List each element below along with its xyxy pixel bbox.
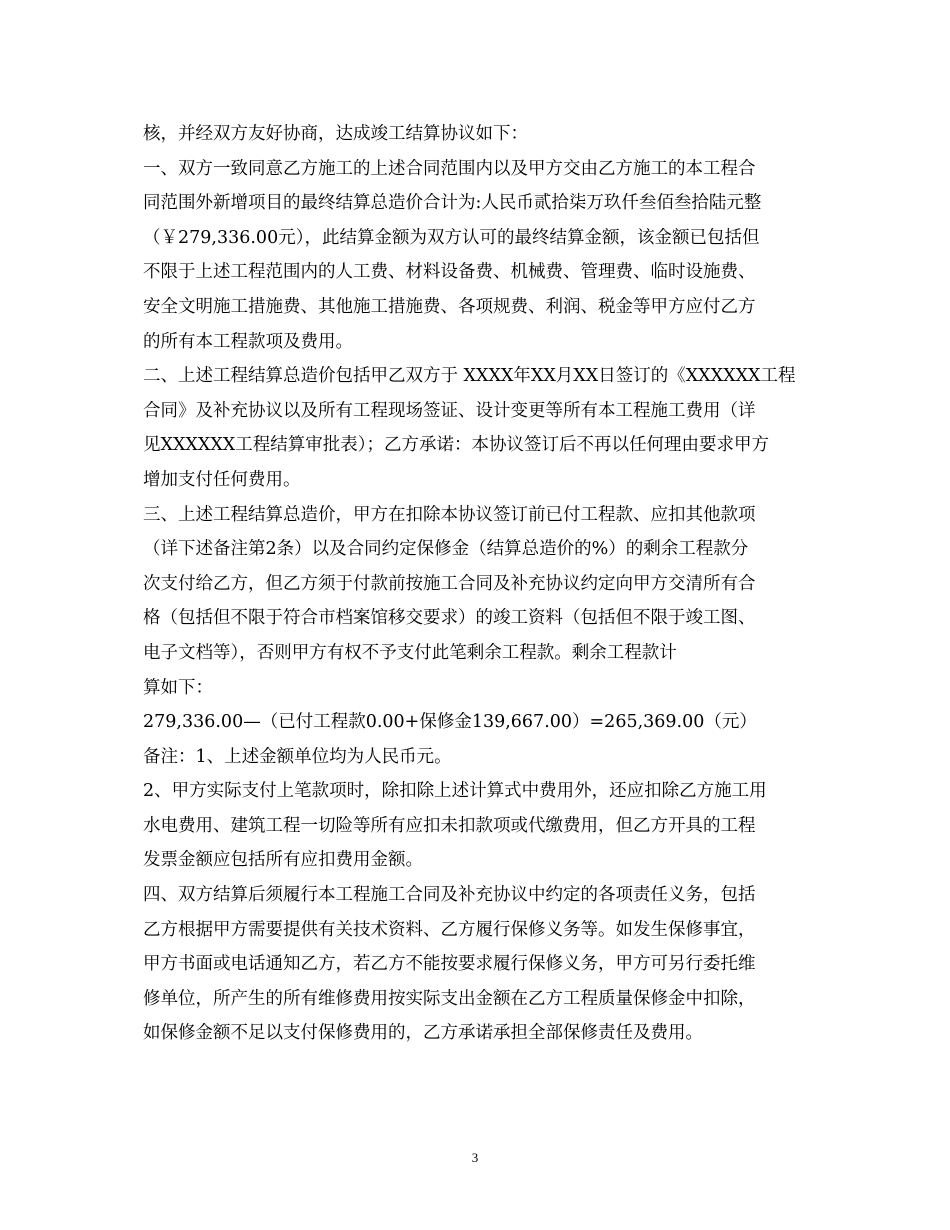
text-line: 合同》及补充协议以及所有工程现场签证、设计变更等所有本工程施工费用（详 xyxy=(143,400,756,421)
text-line: 修单位，所产生的所有维修费用按实际支出金额在乙方工程质量保修金中扣除， xyxy=(143,988,756,1009)
document-body xyxy=(143,117,823,1051)
text-line: 安全文明施工措施费、其他施工措施费、各项规费、利润、税金等甲方应付乙方 xyxy=(143,296,756,317)
text-line: 电子文档等），否则甲方有权不予支付此笔剩余工程款。剩余工程款计 xyxy=(143,642,677,663)
text-line: 如保修金额不足以支付保修费用的，乙方承诺承担全部保修责任及费用。 xyxy=(143,1023,703,1044)
text-line: 的所有本工程款项及费用。 xyxy=(143,331,353,352)
text-line: 二、上述工程结算总造价包括甲乙双方于 XXXX年XX月XX日签订的《XXXXXX工程 xyxy=(143,366,796,387)
text-line: 四、双方结算后须履行本工程施工合同及补充协议中约定的各项责任义务，包括 xyxy=(143,885,756,906)
text-line: 279,336.00—（已付工程款0.00+保修金139,667.00）=265,369.00（元） xyxy=(143,712,757,733)
text-line: 见XXXXXX工程结算审批表）；乙方承诺：本协议签订后不再以任何理由要求甲方 xyxy=(143,435,769,456)
text-line: 同范围外新增项目的最终结算总造价合计为:人民币贰拾柒万玖仟叁佰叁拾陆元整 xyxy=(143,193,762,214)
text-line: 发票金额应包括所有应扣费用金额。 xyxy=(143,850,423,871)
text-line: （详下述备注第2条）以及合同约定保修金（结算总造价的%）的剩余工程款分 xyxy=(143,539,749,560)
text-line: 甲方书面或电话通知乙方，若乙方不能按要求履行保修义务，甲方可另行委托维 xyxy=(143,954,756,975)
text-line: 增加支付任何费用。 xyxy=(143,469,301,490)
text-line: 水电费用、建筑工程一切险等所有应扣未扣款项或代缴费用，但乙方开具的工程 xyxy=(143,815,756,836)
text-line: 不限于上述工程范围内的人工费、材料设备费、机械费、管理费、临时设施费、 xyxy=(143,262,756,283)
text-line: 备注：1、上述金额单位均为人民币元。 xyxy=(143,746,452,767)
text-line: 格（包括但不限于符合市档案馆移交要求）的竣工资料（包括但不限于竣工图、 xyxy=(143,608,756,629)
text-line: 三、上述工程结算总造价，甲方在扣除本协议签订前已付工程款、应扣其他款项 xyxy=(143,504,756,525)
page-number: 3 xyxy=(471,1150,479,1165)
text-line: 核，并经双方友好协商，达成竣工结算协议如下： xyxy=(143,124,528,144)
text-line: （￥279,336.00元），此结算金额为双方认可的最终结算金额，该金额已包括但 xyxy=(143,227,760,248)
text-line: 2、甲方实际支付上笔款项时，除扣除上述计算式中费用外，还应扣除乙方施工用 xyxy=(143,781,767,802)
text-line: 算如下： xyxy=(143,677,213,698)
text-line: 乙方根据甲方需要提供有关技术资料、乙方履行保修义务等。如发生保修事宜， xyxy=(143,919,756,940)
text-line: 一、双方一致同意乙方施工的上述合同范围内以及甲方交由乙方施工的本工程合 xyxy=(143,158,756,179)
text-line: 次支付给乙方，但乙方须于付款前按施工合同及补充协议约定向甲方交清所有合 xyxy=(143,573,756,594)
